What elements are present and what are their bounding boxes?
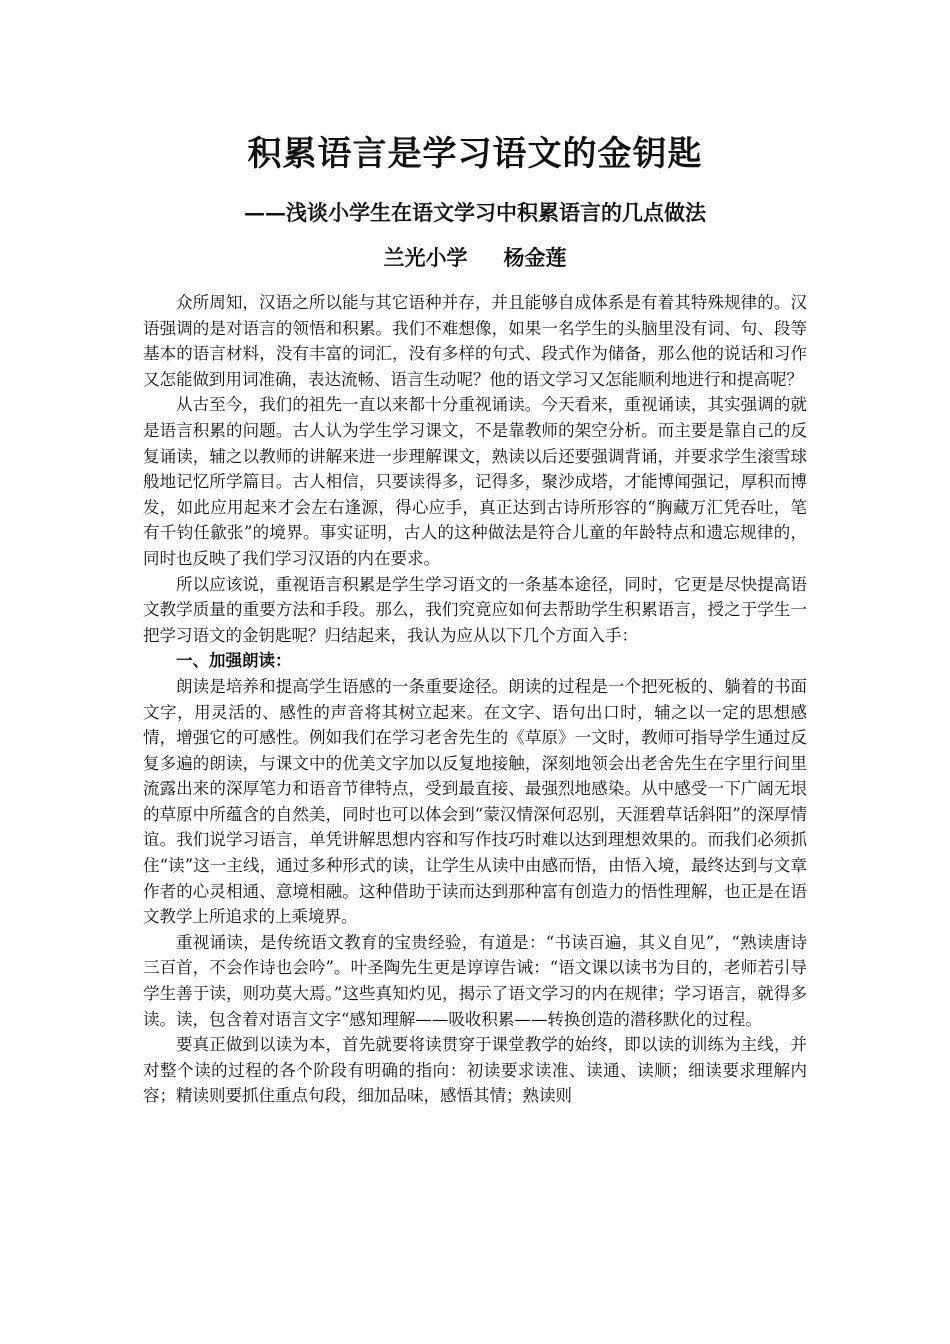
author-school: 兰光小学 (383, 245, 468, 270)
paragraph: 从古至今，我们的祖先一直以来都十分重视诵读。今天看来，重视诵读，其实强调的就是语言积累的问题。古人认为学生学习课文，不是靠教师的架空分析。而主要是靠自己的反复诵读，辅之以教师的讲解来进一步理解课文，熟读以后还要强调背诵，并要求学生滚雪球般地记忆所学篇目。古人相信，只要读得多，记得多，聚沙成塔，才能博闻强记，厚积而博发，如此应用起来才会左右逢源，得心应手，真正达到古诗所形容的“胸藏万汇凭吞吐，笔有千钧任歙张”的境界。事实证明，古人的这种做法是符合儿童的年龄特点和遗忘规律的，同时也反映了我们学习汉语的内在要求。 (143, 395, 807, 568)
document-subtitle: ——浅谈小学生在语文学习中积累语言的几点做法 (244, 200, 706, 225)
paragraph: 要真正做到以读为本，首先就要将读贯穿于课堂教学的始终，即以读的训练为主线，并对整个读的过程的各个阶段有明确的指向：初读要求读准、读通、读顺；细读要求理解内容；精读则要抓住重点句段，细加品味，感悟其情；熟读则 (143, 1035, 807, 1106)
document-title: 积累语言是学习语文的金钥匙 (247, 134, 703, 174)
author-name: 杨金莲 (503, 245, 567, 270)
author-line (0, 242, 950, 272)
paragraph: 重视诵读，是传统语文教育的宝贵经验，有道是：“书读百遍，其义自见”，“熟读唐诗三百首，不会作诗也会吟”。叶圣陶先生更是谆谆告诫：“语文课以读书为目的，老师若引导学生善于读，则功莫大焉。”这些真知灼见，揭示了语文学习的内在规律；学习语言，就得多读。读，包含着对语言文字“感知理解——吸收积累——转换创造的潜移默化的过程。 (143, 932, 807, 1029)
section-heading: 一、加强朗读： (176, 651, 292, 671)
paragraph: 朗读是培养和提高学生语感的一条重要途径。朗读的过程是一个把死板的、躺着的书面文字，用灵活的、感性的声音将其树立起来。在文字、语句出口时，辅之以一定的思想感情，增强它的可感性。例如我们在学习老舍先生的《草原》一文时，教师可指导学生通过反复多遍的朗读，与课文中的优美文字加以反复地接触，深刻地领会出老舍先生在字里行间里流露出来的深厚笔力和语音节律特点，受到最直接、最强烈地感染。从中感受一下广阔无垠的草原中所蕴含的自然美，同时也可以体会到“蒙汉情深何忍别，天涯碧草话斜阳”的深厚情谊。我们说学习语言，单凭讲解思想内容和写作技巧时难以达到理想效果的。而我们必须抓住“读”这一主线，通过多种形式的读，让学生从读中由感而悟，由悟入境，最终达到与文章作者的心灵相通、意境相融。这种借助于读而达到那种富有创造力的悟性理解，也正是在语文教学上所追求的上乘境界。 (143, 676, 807, 927)
paragraph: 众所周知，汉语之所以能与其它语种并存，并且能够自成体系是有着其特殊规律的。汉语强调的是对语言的领悟和积累。我们不难想像，如果一名学生的头脑里没有词、句、段等基本的语言材料，没有丰富的词汇，没有多样的句式、段式作为储备，那么他的说话和习作又怎能做到用词准确，表达流畅、语言生动呢？他的语文学习又怎能顺利地进行和提高呢？ (143, 293, 807, 389)
paragraph: 所以应该说，重视语言积累是学生学习语文的一条基本途径，同时，它更是尽快提高语文教学质量的重要方法和手段。那么，我们究竟应如何去帮助学生积累语言，授之于学生一把学习语文的金钥匙呢？归结起来，我认为应从以下几个方面入手： (143, 574, 807, 645)
document-body (143, 290, 807, 1109)
